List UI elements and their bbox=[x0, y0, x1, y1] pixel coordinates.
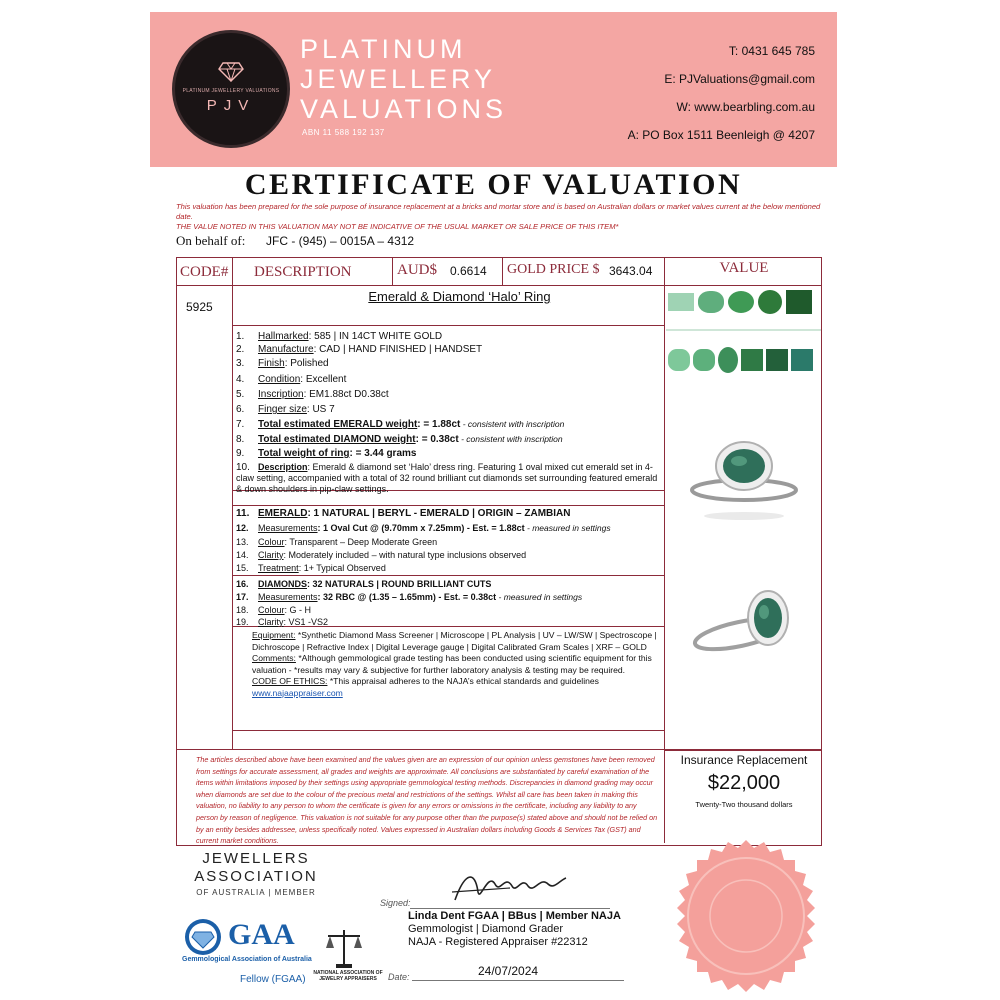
table-divider bbox=[232, 730, 664, 731]
jaa-logo-line: OF AUSTRALIA | MEMBER bbox=[196, 888, 316, 897]
list-item: 19. Clarity: VS1 -VS2 bbox=[236, 617, 329, 627]
abn-number: ABN 11 588 192 137 bbox=[302, 128, 385, 137]
colour-swatch bbox=[758, 290, 782, 314]
item-code: 5925 bbox=[186, 300, 213, 314]
legal-disclaimer: The articles described above have been examined and the values given are an expression of our opinion unless gemstones have been removed from settings for accurate assessment, all grades and weights are approximate. All conclusions are substantiated by careful examination of the items within limitations imposed by their settings using appropriate gemmological testing methods. Discrepancies in diamond grading may occur when diamonds are set due to the colour of the precious metal and restrictions of the settings. Whilst all care has been taken in making this valuation, no liability to any person to whom the certificate is given for any errors or omissions in the certificate, including any liability to any person by reason of negligence. This valuation is not suitable for any purpose other than the purpose(s) stated above and should not be relied on by an entity besides addressee, unless specifically noted. Values expressed in Australian dollars including Goods & Services Tax (GST) and current market conditions. bbox=[196, 755, 658, 846]
table-divider bbox=[392, 257, 393, 285]
list-item: 8. Total estimated DIAMOND weight: = 0.38ct - consistent with inscription bbox=[236, 434, 563, 445]
list-item: 7. Total estimated EMERALD weight: = 1.88ct - consistent with inscription bbox=[236, 419, 565, 430]
list-item: 17. Measurements: 32 RBC @ (1.35 – 1.65mm) - Est. = 0.38ct - measured in settings bbox=[236, 592, 583, 602]
jaa-logo-line: JEWELLERS bbox=[202, 850, 310, 867]
date-value: 24/07/2024 bbox=[478, 964, 539, 978]
code-header: CODE# bbox=[180, 264, 229, 280]
disclaimer-line: THE VALUE NOTED IN THIS VALUATION MAY NOT BE INDICATIVE OF THE USUAL MARKET OR SALE PRICE OF THIS ITEM* bbox=[176, 222, 619, 231]
contact-address: A: PO Box 1511 Beenleigh @ 4207 bbox=[627, 128, 815, 142]
behalf-value: JFC - (945) – 0015A – 4312 bbox=[266, 234, 415, 248]
colour-swatch bbox=[766, 349, 788, 371]
contact-email: E: PJValuations@gmail.com bbox=[664, 72, 815, 86]
insurance-value-words: Twenty-Two thousand dollars bbox=[695, 800, 793, 809]
date-line bbox=[412, 980, 624, 981]
gold-price-value: 3643.04 bbox=[609, 264, 653, 278]
naja-link[interactable]: www.najaappraiser.com bbox=[252, 687, 343, 698]
ring-front-photo bbox=[684, 432, 804, 522]
gaa-logo-text: GAA bbox=[228, 918, 295, 951]
signer-registration: NAJA - Registered Appraiser #22312 bbox=[408, 936, 588, 948]
signature-line bbox=[410, 908, 610, 909]
colour-swatch bbox=[786, 290, 812, 314]
diamond-icon bbox=[218, 62, 244, 82]
table-divider bbox=[232, 285, 233, 750]
list-item: 6. Finger size: US 7 bbox=[236, 404, 335, 415]
gaa-fellow: Fellow (FGAA) bbox=[240, 974, 306, 985]
insurance-label: Insurance Replacement bbox=[680, 753, 808, 767]
list-item: 11. EMERALD: 1 NATURAL | BERYL - EMERALD | ORIGIN – ZAMBIAN bbox=[236, 508, 571, 519]
colour-swatch bbox=[698, 291, 724, 313]
colour-swatch bbox=[791, 349, 813, 371]
signed-label: Signed: bbox=[380, 898, 411, 908]
signer-role: Gemmologist | Diamond Grader bbox=[408, 923, 564, 935]
colour-swatch bbox=[728, 291, 754, 313]
aud-header: AUD$ bbox=[397, 262, 437, 278]
disclaimer-line: This valuation has been prepared for the sole purpose of insurance replacement at a bricks and mortar store and is based on Australian dollars or market values current at the below mentioned date. bbox=[176, 202, 821, 221]
table-divider bbox=[232, 505, 664, 506]
comments-label: Comments: bbox=[252, 653, 296, 663]
table-divider bbox=[232, 325, 664, 326]
gaa-subtitle: Gemmological Association of Australia bbox=[182, 956, 312, 963]
list-item: 1. Hallmarked: 585 | IN 14CT WHITE GOLD bbox=[236, 331, 443, 342]
value-header: VALUE bbox=[719, 260, 769, 276]
item-title: Emerald & Diamond ‘Halo’ Ring bbox=[368, 289, 551, 304]
list-item: 2. Manufacture: CAD | HAND FINISHED | HANDSET bbox=[236, 344, 483, 355]
emerald-colour-chart bbox=[666, 285, 821, 400]
equipment-notes: Equipment: *Synthetic Diamond Mass Screener | Microscope | PL Analysis | UV – LW/SW | Spectroscope | Dichroscope | Refractive Index | Digital Leverage gauge | Digital Calibrated Gram Scales | XRF – GOLD Comments: *Although gemmological grade testing has been conducted using scientific equipment for this valuation - *results may vary & subjective for further laboratory analysis & testing may be required. CODE OF ETHICS: *This appraisal adheres to the NAJA’s ethical standards and guidelines www.najaappraiser.com bbox=[252, 630, 657, 698]
colour-swatch bbox=[718, 347, 738, 373]
list-item: 4. Condition: Excellent bbox=[236, 374, 347, 385]
brand-name-line: VALUATIONS bbox=[300, 94, 508, 124]
ethics-label: CODE OF ETHICS: bbox=[252, 676, 328, 686]
brand-name-line: JEWELLERY bbox=[300, 64, 497, 94]
list-item: 14. Clarity: Moderately included – with natural type inclusions observed bbox=[236, 550, 527, 560]
gold-price-header: GOLD PRICE $ bbox=[507, 262, 600, 277]
brand-name-line: PLATINUM bbox=[300, 34, 467, 64]
behalf-label: On behalf of: bbox=[176, 233, 246, 248]
ring-angle-photo bbox=[690, 582, 804, 672]
list-item: 5. Inscription: EM1.88ct D0.38ct bbox=[236, 389, 389, 400]
aud-value: 0.6614 bbox=[450, 264, 487, 278]
colour-swatch bbox=[693, 349, 715, 371]
signer-name: Linda Dent FGAA | BBus | Member NAJA bbox=[408, 910, 621, 922]
list-item: 15. Treatment: 1+ Typical Observed bbox=[236, 563, 386, 573]
date-label: Date: bbox=[388, 972, 410, 982]
logo-initials: PJV bbox=[206, 97, 256, 114]
signature-image bbox=[450, 862, 570, 907]
description-header: DESCRIPTION bbox=[254, 264, 352, 280]
contact-website: W: www.bearbling.com.au bbox=[676, 100, 815, 114]
naja-scales-icon bbox=[322, 926, 366, 970]
naja-logo-text: NATIONAL ASSOCIATION OF JEWELRY APPRAISERS bbox=[313, 970, 383, 982]
colour-swatch bbox=[741, 349, 763, 371]
embossed-seal-icon bbox=[668, 838, 824, 994]
list-item: 12. Measurements: 1 Oval Cut @ (9.70mm x 7.25mm) - Est. = 1.88ct - measured in settings bbox=[236, 523, 611, 533]
table-divider bbox=[232, 575, 664, 576]
jaa-logo-line: ASSOCIATION bbox=[194, 868, 318, 885]
colour-swatch bbox=[668, 293, 694, 311]
valuation-disclaimer bbox=[176, 202, 826, 232]
logo-ring-text: PLATINUM JEWELLERY VALUATIONS bbox=[182, 88, 280, 94]
gaa-diamond-icon bbox=[184, 918, 222, 956]
table-divider bbox=[502, 257, 503, 285]
insurance-value: $22,000 bbox=[707, 772, 781, 794]
contact-phone: T: 0431 645 785 bbox=[728, 44, 815, 58]
table-divider bbox=[232, 257, 233, 285]
list-item: 10. Description: Emerald & diamond set ‘Halo’ dress ring. Featuring 1 oval mixed cut emerald set in 4-claw setting, accompanied with a total of 32 round brilliant cut diamonds set surrounding featured emerald & down shoulders in pip-claw settings. bbox=[236, 462, 658, 494]
list-item: 18. Colour: G - H bbox=[236, 605, 312, 615]
list-item: 13. Colour: Transparent – Deep Moderate Green bbox=[236, 537, 438, 547]
list-item: 9. Total weight of ring: = 3.44 grams bbox=[236, 448, 417, 459]
list-item: 3. Finish: Polished bbox=[236, 358, 329, 369]
page-title: CERTIFICATE OF VALUATION bbox=[244, 168, 743, 201]
colour-swatch bbox=[668, 349, 690, 371]
list-item: 16. DIAMONDS: 32 NATURALS | ROUND BRILLIANT CUTS bbox=[236, 579, 492, 589]
equipment-label: Equipment: bbox=[252, 630, 296, 640]
chart-divider bbox=[666, 329, 821, 331]
